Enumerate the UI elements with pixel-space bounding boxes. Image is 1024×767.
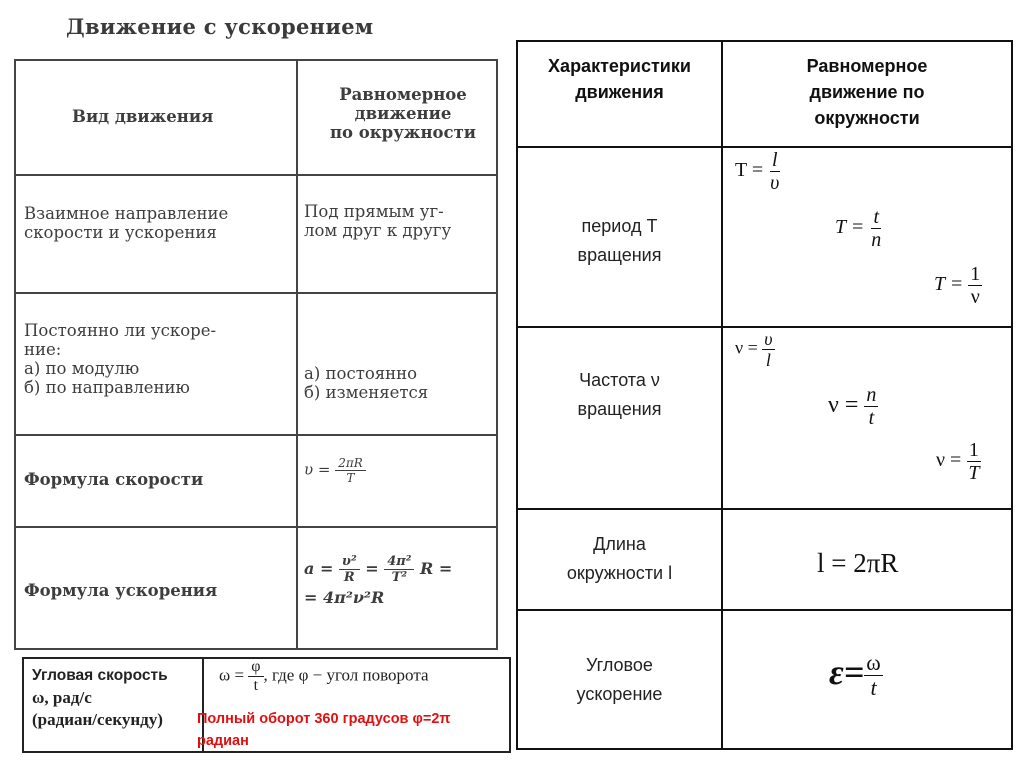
scan-accel-formula: a = $\frac{\text{υ²}}{R}$ = $\frac{\text{4π²}}{\text{T²}}$ R = = 4π²ν²R (304, 554, 453, 607)
circumference-label: Длина окружности l (566, 534, 673, 583)
scan-title: Движение с ускорением (66, 14, 374, 39)
scan-row-constancy-label: Постоянно ли ускоре- ние: а) по модулю б) по направлению (24, 321, 217, 397)
frequency-formula-n-over-t: ν = $\frac{n}{t}$ (828, 384, 877, 429)
header-uniform-circular: Равномерное движение по окружности (806, 56, 928, 128)
scan-row-direction-value: Под прямым уг- лом друг к другу (304, 202, 452, 240)
scan-row-accel-label: Формула ускорения (24, 581, 218, 600)
scan-speed-formula: υ = $\frac{2\pi R}{T}$ (304, 457, 366, 484)
period-formula-t-over-n: T = $\frac{t}{n}$ (835, 206, 882, 251)
scan-header-col1: Вид движения (72, 107, 214, 126)
scan-header-col2: Равномерное движение по окружности (329, 85, 477, 142)
scan-table (14, 59, 498, 650)
header-characteristics: Характеристики движения (548, 56, 691, 102)
angular-acceleration-formula: ε= $\frac{\omega}{t}$ (829, 650, 881, 701)
angular-velocity-formula: ω = $\frac{\varphi}{t}$ , где φ − угол поворота (219, 658, 429, 694)
period-label: период T вращения (577, 216, 662, 265)
frequency-formula-one-over-t: ν = $\frac{1}{T}$ (936, 439, 980, 484)
angular-velocity-title: Угловая скорость ω, рад/с (радиан/секунду) (32, 667, 168, 729)
circumference-formula: l = 2πR (817, 548, 899, 578)
circular-motion-table (516, 40, 1013, 750)
frequency-formula-v-over-l: ν = $\frac{\upsilon}{l}$ (735, 329, 773, 370)
frequency-label: Частота ν вращения (577, 370, 662, 419)
scan-row-speed-label: Формула скорости (24, 470, 204, 489)
angular-acceleration-label: Угловое ускорение (576, 655, 663, 704)
full-turn-note: Полный оборот 360 градусов φ=2π радиан (197, 711, 451, 749)
scan-row-constancy-value: а) постоянно б) изменяется (304, 364, 429, 402)
period-formula-l-over-v: T = $\frac{l}{\upsilon}$ (735, 149, 780, 194)
period-formula-one-over-nu: T = $\frac{1}{\nu}$ (934, 263, 981, 308)
scan-row-direction-label: Взаимное направление скорости и ускорения (24, 204, 229, 242)
